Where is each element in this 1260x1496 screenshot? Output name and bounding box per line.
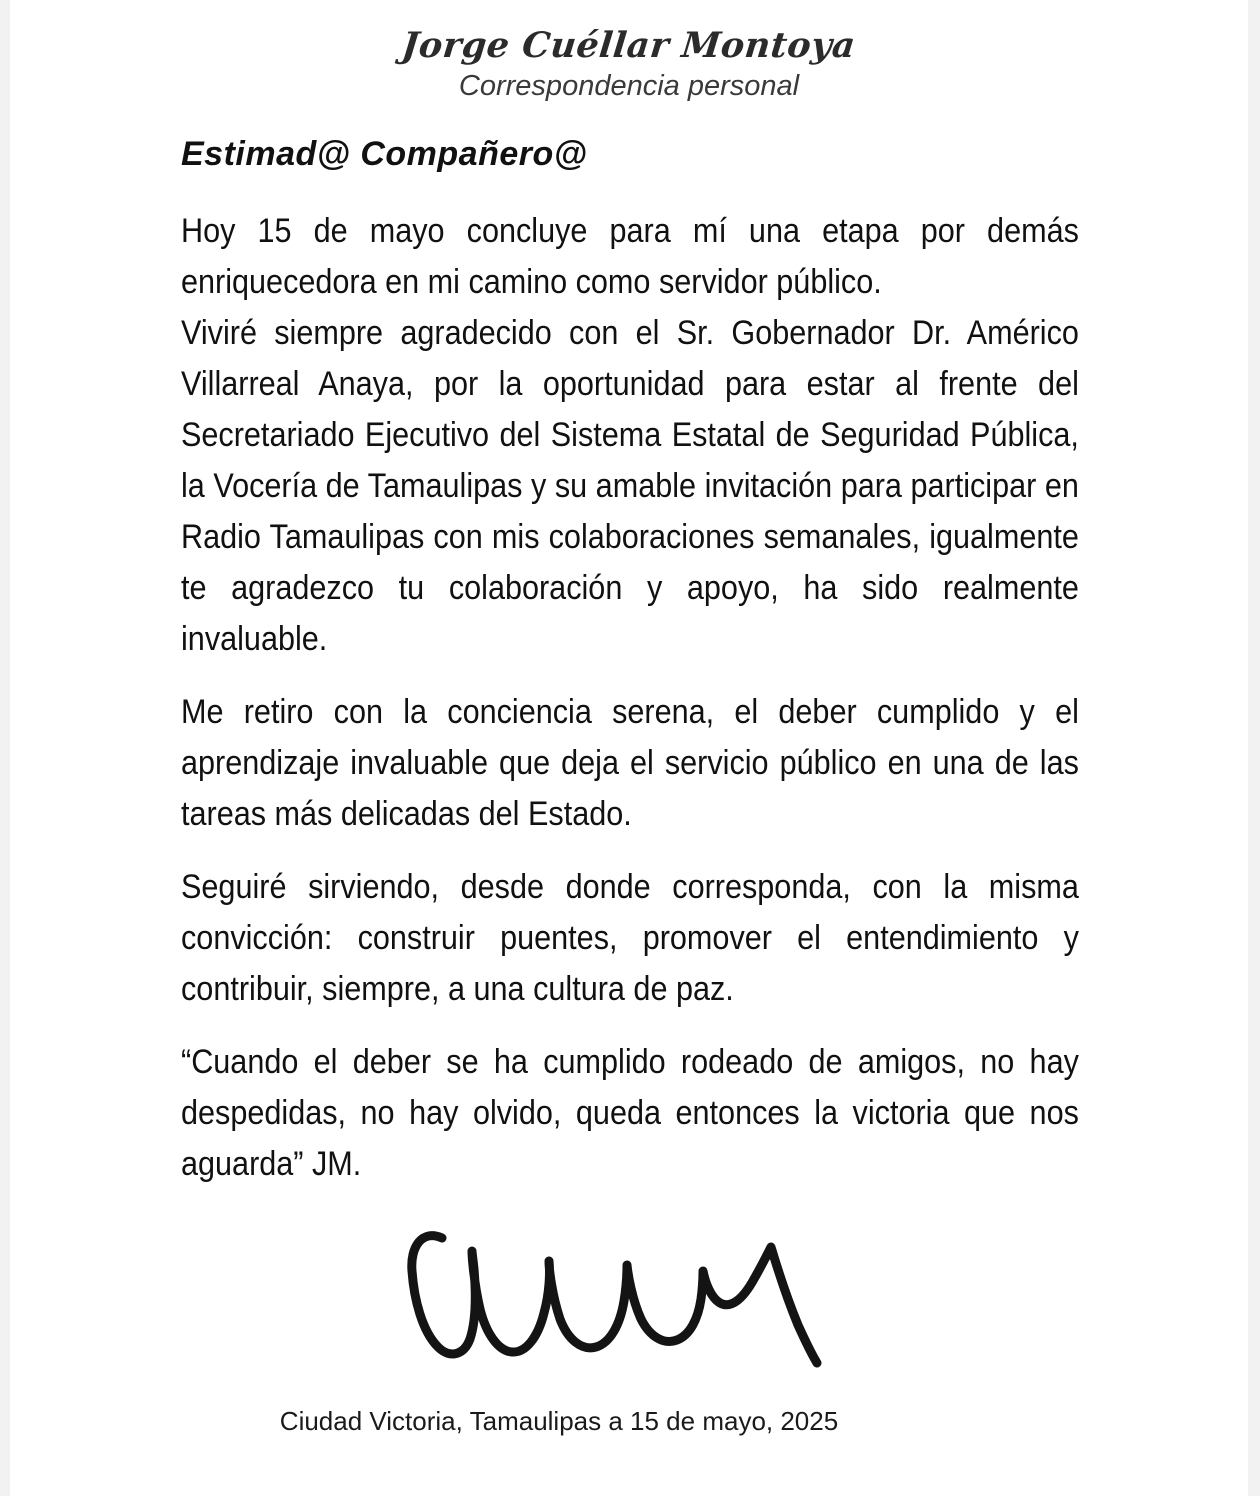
signature-icon <box>400 1195 870 1385</box>
letter-body <box>181 132 1079 1190</box>
letterhead-subtitle: Correspondencia personal <box>458 70 800 102</box>
letterhead <box>10 0 1248 104</box>
place-and-date: Ciudad Victoria, Tamaulipas a 15 de mayo, 2025 <box>279 1406 839 1436</box>
paragraph-4: Seguiré sirviendo, desde donde corresponda, con la misma convicción: construir puentes, promover el entendimiento y contribuir, siempre, a una cultura de paz. <box>181 868 1079 1008</box>
footer <box>10 1404 1248 1438</box>
paragraph-3: Me retiro con la conciencia serena, el deber cumplido y el aprendizaje invaluable que deja el servicio público en una de las tareas más delicadas del Estado. <box>181 693 1079 833</box>
letterhead-name: Jorge Cuéllar Montoya <box>400 25 858 66</box>
paragraph-2: Viviré siempre agradecido con el Sr. Gobernador Dr. Américo Villarreal Anaya, por la oportunidad para estar al frente del Secretariado Ejecutivo del Sistema Estatal de Seguridad Pública, la Vocería de Tamaulipas y su amable invitación para participar en Radio Tamaulipas con mis colaboraciones semanales, igualmente te agradezco tu colaboración y apoyo, ha sido realmente invaluable. <box>181 314 1079 658</box>
signature-image <box>400 1195 870 1385</box>
letter-page <box>10 0 1248 1496</box>
salutation: Estimad@ Compañero@ <box>181 135 588 173</box>
paragraph-5-quote: “Cuando el deber se ha cumplido rodeado de amigos, no hay despedidas, no hay olvido, queda entonces la victoria que nos aguarda” JM. <box>181 1043 1079 1183</box>
paragraph-1: Hoy 15 de mayo concluye para mí una etapa por demás enriquecedora en mi camino como servidor público. <box>181 212 1079 301</box>
